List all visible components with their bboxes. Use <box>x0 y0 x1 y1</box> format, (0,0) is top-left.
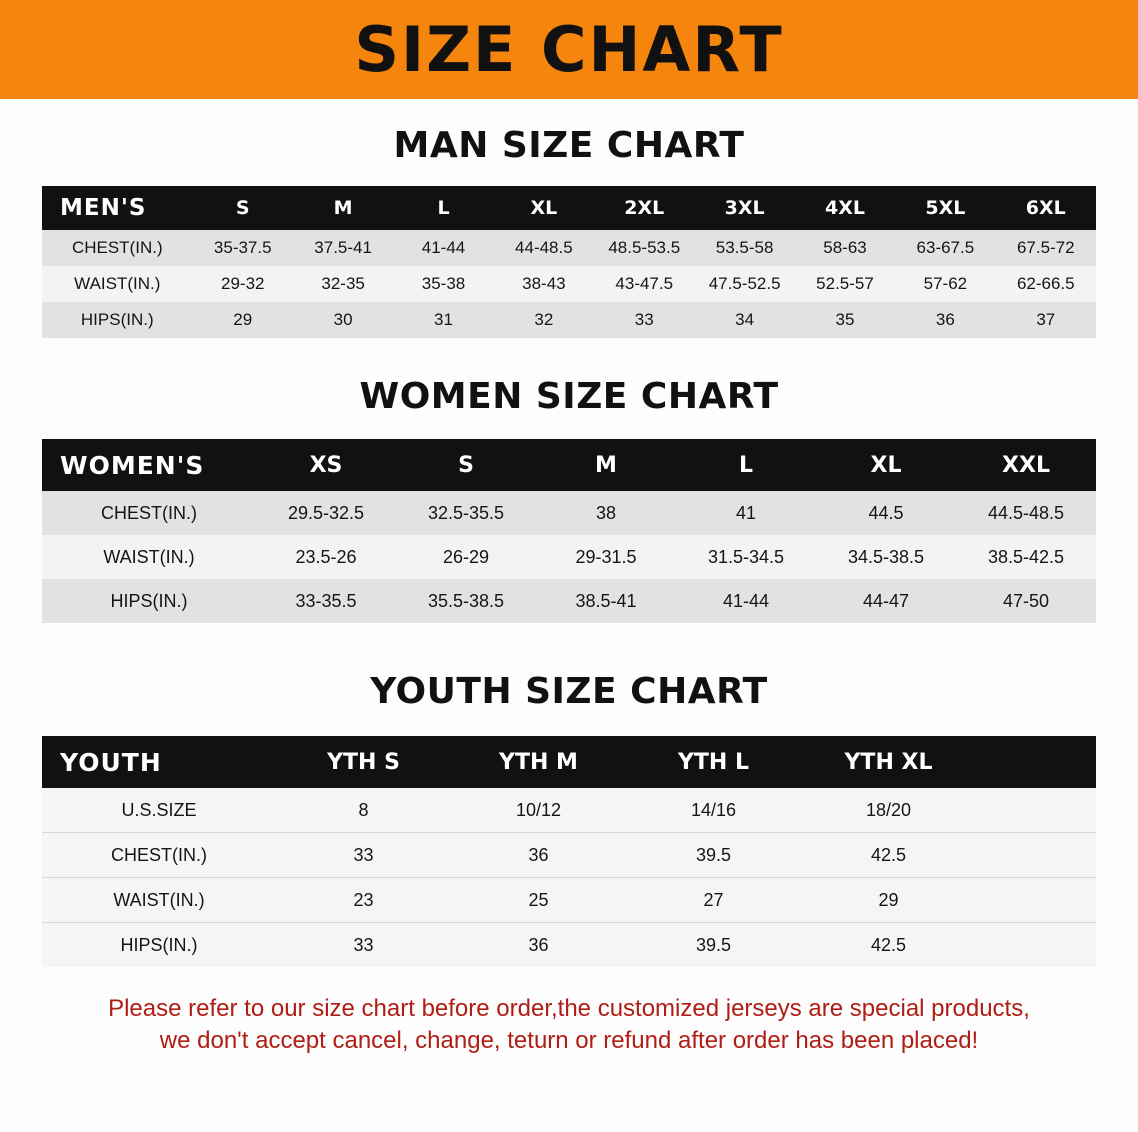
man-col-5xl: 5XL <box>895 186 995 230</box>
youth-ussize-s: 8 <box>276 788 451 833</box>
youth-chest-l: 39.5 <box>626 833 801 878</box>
youth-chest-spacer <box>976 833 1096 878</box>
man-col-4xl: 4XL <box>795 186 895 230</box>
women-col-s: S <box>396 439 536 491</box>
man-col-6xl: 6XL <box>996 186 1096 230</box>
women-col-xl: XL <box>816 439 956 491</box>
man-hips-6xl: 37 <box>996 302 1096 338</box>
women-header-label: WOMEN'S <box>42 439 256 491</box>
youth-col-s: YTH S <box>276 736 451 788</box>
man-header-label: MEN'S <box>42 186 193 230</box>
youth-row-ussize-label: U.S.SIZE <box>42 788 276 833</box>
man-col-xl: XL <box>494 186 594 230</box>
man-chest-6xl: 67.5-72 <box>996 230 1096 266</box>
youth-waist-xl: 29 <box>801 878 976 923</box>
youth-size-table <box>42 736 1096 967</box>
man-waist-5xl: 57-62 <box>895 266 995 302</box>
women-row-chest-label: CHEST(IN.) <box>42 491 256 535</box>
youth-hips-l: 39.5 <box>626 923 801 968</box>
youth-row-chest-label: CHEST(IN.) <box>42 833 276 878</box>
women-col-m: M <box>536 439 676 491</box>
women-chest-xs: 29.5-32.5 <box>256 491 396 535</box>
youth-chest-xl: 42.5 <box>801 833 976 878</box>
women-hips-xxl: 47-50 <box>956 579 1096 623</box>
women-section-title: WOMEN SIZE CHART <box>359 376 779 417</box>
man-hips-s: 29 <box>193 302 293 338</box>
table-row <box>42 579 1096 623</box>
women-hips-s: 35.5-38.5 <box>396 579 536 623</box>
youth-col-xl: YTH XL <box>801 736 976 788</box>
man-chest-2xl: 48.5-53.5 <box>594 230 694 266</box>
man-col-2xl: 2XL <box>594 186 694 230</box>
youth-hips-m: 36 <box>451 923 626 968</box>
man-chest-5xl: 63-67.5 <box>895 230 995 266</box>
youth-hips-xl: 42.5 <box>801 923 976 968</box>
table-row <box>42 491 1096 535</box>
man-waist-m: 32-35 <box>293 266 393 302</box>
table-row <box>42 878 1096 923</box>
disclaimer-line-1: Please refer to our size chart before order,the customized jerseys are special products, <box>108 995 1030 1022</box>
man-hips-5xl: 36 <box>895 302 995 338</box>
youth-chest-m: 36 <box>451 833 626 878</box>
women-hips-xs: 33-35.5 <box>256 579 396 623</box>
women-waist-xl: 34.5-38.5 <box>816 535 956 579</box>
man-section-title: MAN SIZE CHART <box>393 125 745 166</box>
man-col-l: L <box>393 186 493 230</box>
women-chest-s: 32.5-35.5 <box>396 491 536 535</box>
youth-row-waist-label: WAIST(IN.) <box>42 878 276 923</box>
youth-col-m: YTH M <box>451 736 626 788</box>
disclaimer-note <box>42 993 1096 1058</box>
man-row-hips-label: HIPS(IN.) <box>42 302 193 338</box>
man-chest-4xl: 58-63 <box>795 230 895 266</box>
man-chest-xl: 44-48.5 <box>494 230 594 266</box>
table-row <box>42 535 1096 579</box>
youth-hips-s: 33 <box>276 923 451 968</box>
man-chest-l: 41-44 <box>393 230 493 266</box>
youth-chest-s: 33 <box>276 833 451 878</box>
women-chest-l: 41 <box>676 491 816 535</box>
women-hips-l: 41-44 <box>676 579 816 623</box>
man-row-waist-label: WAIST(IN.) <box>42 266 193 302</box>
youth-ussize-l: 14/16 <box>626 788 801 833</box>
table-row <box>42 302 1096 338</box>
women-waist-m: 29-31.5 <box>536 535 676 579</box>
man-waist-6xl: 62-66.5 <box>996 266 1096 302</box>
women-waist-xs: 23.5-26 <box>256 535 396 579</box>
man-hips-4xl: 35 <box>795 302 895 338</box>
women-table-header-row <box>42 439 1096 491</box>
man-col-s: S <box>193 186 293 230</box>
women-hips-m: 38.5-41 <box>536 579 676 623</box>
man-size-table <box>42 186 1096 338</box>
man-waist-l: 35-38 <box>393 266 493 302</box>
youth-waist-l: 27 <box>626 878 801 923</box>
man-waist-s: 29-32 <box>193 266 293 302</box>
youth-waist-s: 23 <box>276 878 451 923</box>
table-row <box>42 230 1096 266</box>
youth-col-spacer <box>976 736 1096 788</box>
man-chest-s: 35-37.5 <box>193 230 293 266</box>
man-chest-m: 37.5-41 <box>293 230 393 266</box>
man-waist-xl: 38-43 <box>494 266 594 302</box>
man-hips-2xl: 33 <box>594 302 694 338</box>
table-row <box>42 923 1096 968</box>
man-hips-3xl: 34 <box>694 302 794 338</box>
man-col-m: M <box>293 186 393 230</box>
table-row <box>42 833 1096 878</box>
women-row-hips-label: HIPS(IN.) <box>42 579 256 623</box>
man-waist-2xl: 43-47.5 <box>594 266 694 302</box>
women-col-xs: XS <box>256 439 396 491</box>
women-col-xxl: XXL <box>956 439 1096 491</box>
page-title: SIZE CHART <box>354 12 784 86</box>
youth-header-label: YOUTH <box>42 736 276 788</box>
youth-ussize-xl: 18/20 <box>801 788 976 833</box>
women-waist-s: 26-29 <box>396 535 536 579</box>
youth-waist-m: 25 <box>451 878 626 923</box>
man-waist-3xl: 47.5-52.5 <box>694 266 794 302</box>
youth-hips-spacer <box>976 923 1096 968</box>
youth-section-title: YOUTH SIZE CHART <box>370 671 768 712</box>
women-hips-xl: 44-47 <box>816 579 956 623</box>
youth-ussize-m: 10/12 <box>451 788 626 833</box>
man-hips-l: 31 <box>393 302 493 338</box>
women-size-table <box>42 439 1096 623</box>
man-table-header-row <box>42 186 1096 230</box>
man-chest-3xl: 53.5-58 <box>694 230 794 266</box>
youth-waist-spacer <box>976 878 1096 923</box>
man-hips-xl: 32 <box>494 302 594 338</box>
disclaimer-line-2: we don't accept cancel, change, teturn or refund after order has been placed! <box>159 1027 979 1055</box>
youth-row-hips-label: HIPS(IN.) <box>42 923 276 968</box>
women-chest-xl: 44.5 <box>816 491 956 535</box>
women-waist-xxl: 38.5-42.5 <box>956 535 1096 579</box>
youth-col-l: YTH L <box>626 736 801 788</box>
man-waist-4xl: 52.5-57 <box>795 266 895 302</box>
women-chest-m: 38 <box>536 491 676 535</box>
youth-table-header-row <box>42 736 1096 788</box>
page-banner <box>0 0 1138 99</box>
table-row <box>42 788 1096 833</box>
women-col-l: L <box>676 439 816 491</box>
youth-ussize-spacer <box>976 788 1096 833</box>
man-col-3xl: 3XL <box>694 186 794 230</box>
man-hips-m: 30 <box>293 302 393 338</box>
women-waist-l: 31.5-34.5 <box>676 535 816 579</box>
women-row-waist-label: WAIST(IN.) <box>42 535 256 579</box>
man-row-chest-label: CHEST(IN.) <box>42 230 193 266</box>
women-chest-xxl: 44.5-48.5 <box>956 491 1096 535</box>
table-row <box>42 266 1096 302</box>
